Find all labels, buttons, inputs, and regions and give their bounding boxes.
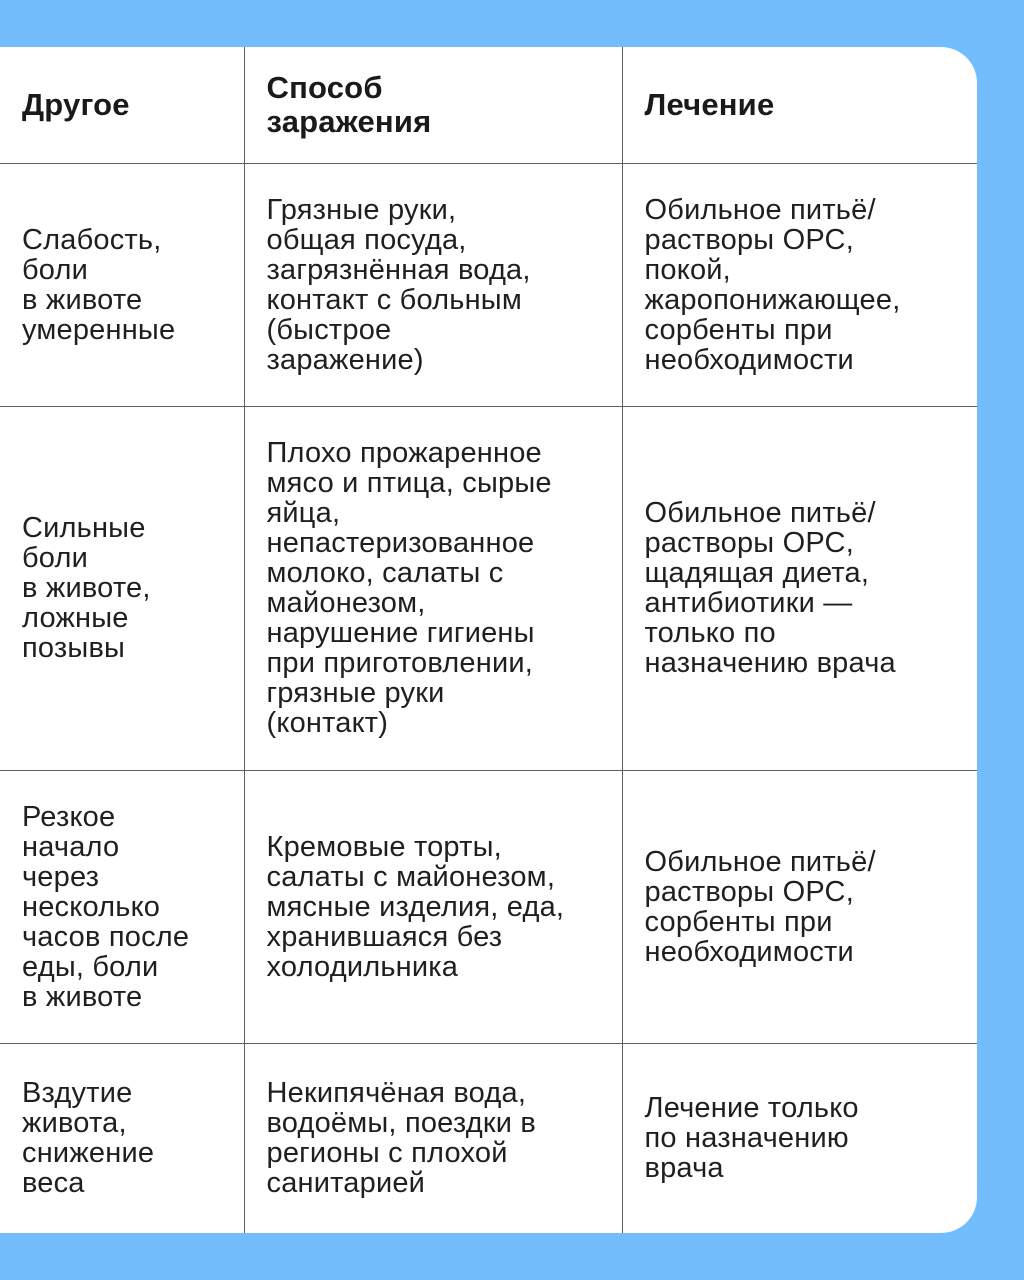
table-row <box>0 406 977 770</box>
cell-other: Резкое начало через несколько часов после еды, боли в животе <box>0 770 244 1043</box>
table-row <box>0 1043 977 1233</box>
table-header-row <box>0 47 977 163</box>
cell-infection: Плохо прожаренное мясо и птица, сырые яйца, непастеризованное молоко, салаты с майонезом, нарушение гигиены при приготовлении, грязные руки (контакт) <box>244 406 622 770</box>
header-infection-method: Способ заражения <box>244 47 622 163</box>
cell-infection: Кремовые торты, салаты с майонезом, мясные изделия, еда, хранившаяся без холодильника <box>244 770 622 1043</box>
cell-other: Слабость, боли в животе умеренные <box>0 163 244 406</box>
table-row <box>0 163 977 406</box>
cell-infection: Грязные руки, общая посуда, загрязнённая вода, контакт с больным (быстрое заражение) <box>244 163 622 406</box>
cell-treatment: Обильное питьё/ растворы ОРС, щадящая диета, антибиотики — только по назначению врача <box>622 406 977 770</box>
infection-table <box>0 47 977 1233</box>
cell-infection: Некипячёная вода, водоёмы, поездки в регионы с плохой санитарией <box>244 1043 622 1233</box>
cell-treatment: Обильное питьё/ растворы ОРС, сорбенты при необходимости <box>622 770 977 1043</box>
cell-other: Сильные боли в животе, ложные позывы <box>0 406 244 770</box>
cell-treatment: Обильное питьё/ растворы ОРС, покой, жаропонижающее, сорбенты при необходимости <box>622 163 977 406</box>
header-treatment: Лечение <box>622 47 977 163</box>
table-row <box>0 770 977 1043</box>
cell-other: Вздутие живота, снижение веса <box>0 1043 244 1233</box>
header-other: Другое <box>0 47 244 163</box>
table-card <box>0 47 977 1233</box>
cell-treatment: Лечение только по назначению врача <box>644 1092 859 1185</box>
